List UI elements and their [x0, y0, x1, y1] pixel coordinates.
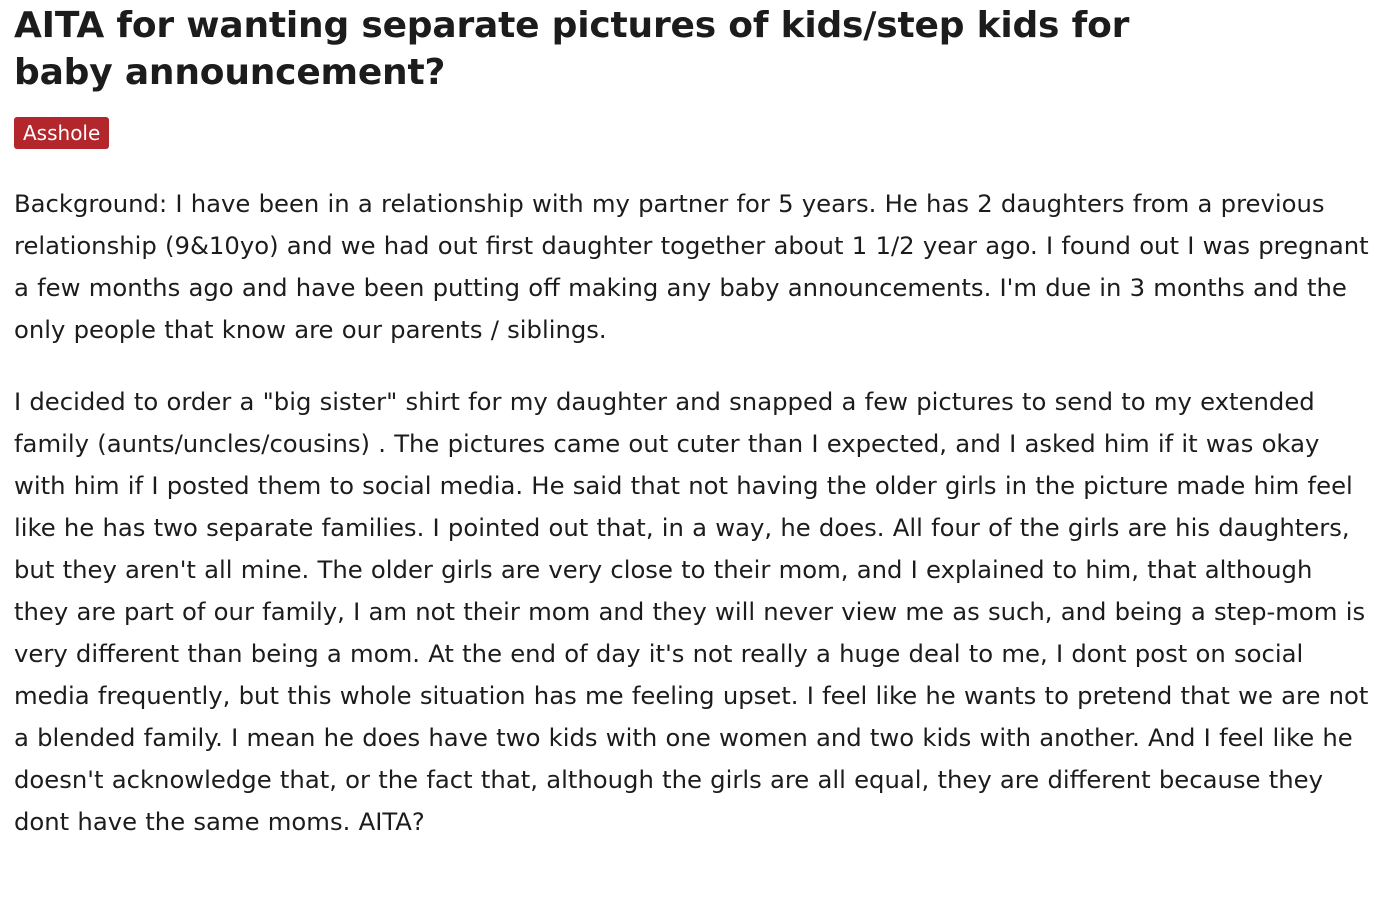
flair-row [14, 117, 1368, 149]
post-title[interactable]: AITA for wanting separate pictures of kids/step kids for baby announcement? [14, 5, 1130, 93]
post-body-paragraph: Background: I have been in a relationship with my partner for 5 years. He has 2 daughters from a previous relationship (9&10yo) and we had out first daughter together about 1 1/2 year ago. I found out I was pregnant a few months ago and have been putting off making any baby announcements. I'm due in 3 months and the only people that know are our parents / siblings. [14, 189, 1369, 344]
post-body-paragraph: I decided to order a "big sister" shirt for my daughter and snapped a few pictures to send to my extended family (aunts/uncles/cousins) . The pictures came out cuter than I expected, and I asked him if it was okay with him if I posted them to social media. He said that not having the older girls in the picture made him feel like he has two separate families. I pointed out that, in a way, he does. All four of the girls are his daughters, but they aren't all mine. The older girls are very close to their mom, and I explained to him, that although they are part of our family, I am not their mom and they will never view me as such, and being a step-mom is very different than being a mom. At the end of day it's not really a huge deal to me, I dont post on social media frequently, but this whole situation has me feeling upset. I feel like he wants to pretend that we are not a blended family. I mean he does have two kids with one women and two kids with another. And I feel like he doesn't acknowledge that, or the fact that, although the girls are all equal, they are different because they dont have the same moms. AITA? [14, 387, 1369, 836]
post-flair-badge[interactable]: Asshole [14, 117, 109, 149]
post-body [14, 183, 1368, 843]
